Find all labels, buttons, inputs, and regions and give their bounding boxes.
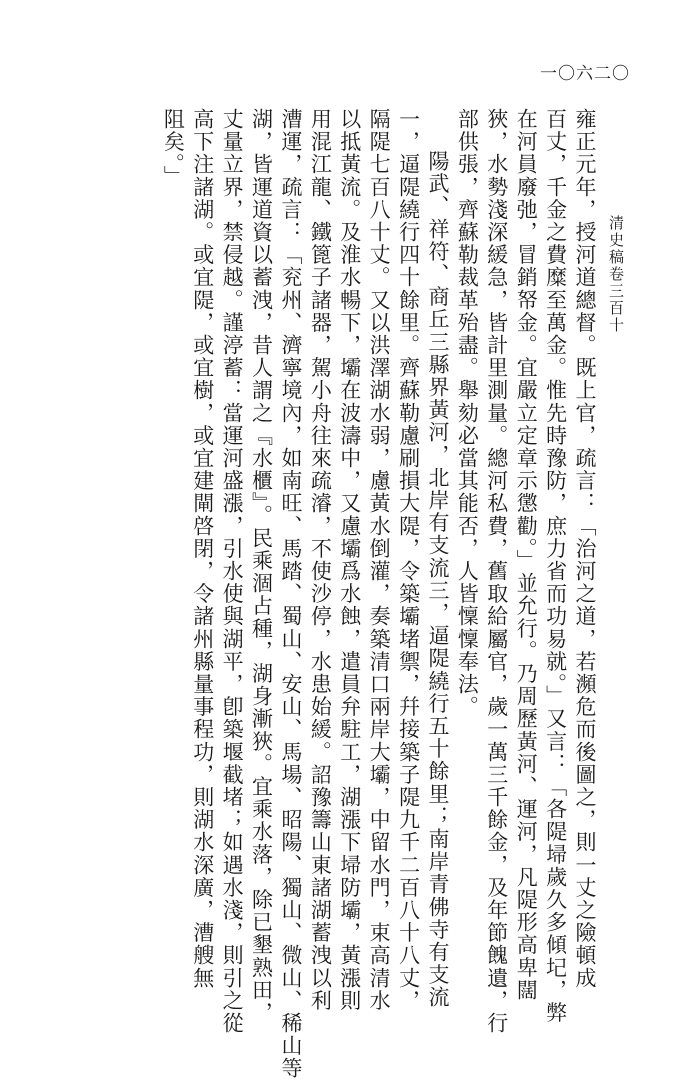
body-text-block [158, 108, 599, 1080]
text-column: 狹，水勢淺深緩急，皆計里測量。總河私費，舊取給屬官，歲一萬三千餘金，及年節餽遺，行 [484, 108, 509, 1035]
text-column: 丈量立界，禁侵越。謹渟蓄：當運河盛漲，引水使與湖平，卽築堰截堵；如遇水淺，則引之從 [220, 108, 245, 1035]
text-column: 漕運，疏言：「兖州、濟寧境內，如南旺、馬踏、蜀山、安山、馬場、昭陽、獨山、微山、稀山等 [278, 108, 303, 1080]
text-column: 陽武、祥符、商丘三縣界黃河，北岸有支流三，逼隄繞行五十餘里；南岸青佛寺有支流 [425, 150, 450, 1009]
text-column: 部供張，齊蘇勒裁革殆盡。舉劾必當其能否，人皆懍懍奉法。 [455, 108, 480, 719]
page-number: 一〇六二〇 [540, 64, 630, 84]
text-column: 在河員廢弛，冒銷帑金。宜嚴立定章示懲勸。」並允行。乃周歷黃河、運河，凡隄形高卑闊 [514, 108, 539, 1002]
text-column: 湖，皆運道資以蓄洩，昔人謂之『水櫃』。民乘涸占種，湖身漸狹。宜乘水落，除已墾熟田， [249, 108, 274, 1025]
text-column: 高下注諸湖。或宜隄，或宜樹，或宜建閘啓閉，令諸州縣量事程功，則湖水深廣，漕艘無 [190, 108, 215, 990]
text-column: 一，逼隄繞行四十餘里。齊蘇勒慮刷損大隄，令築壩堵禦，幷接築子隄九千二百八十八丈， [396, 108, 421, 1012]
text-column: 以抵黃流。及淮水暢下，壩在波濤中，又慮壩爲水蝕，遣員弁駐工，湖漲下埽防壩，黃漲則 [337, 108, 362, 1012]
running-head-book-title: 清史稿卷三百十 [607, 215, 625, 334]
text-column: 用混江龍、鐵篦子諸器，駕小舟往來疏濬，不使沙停，水患始緩。詔豫籌山東諸湖蓄洩以利 [308, 108, 333, 1012]
text-column: 百丈，千金之費糜至萬金。惟先時豫防，庶力省而功易就。」又言：「各隄埽歲久多傾圮，弊 [543, 108, 568, 1025]
text-column: 隔隄七百八十丈。又以洪澤湖水弱，慮黃水倒灌，奏築清口兩岸大壩，中留水門，束高清水 [367, 108, 392, 1012]
text-column: 雍正元年，授河道總督。既上官，疏言：「治河之道，若瀕危而後圖之，則一丈之險頓成 [573, 108, 597, 990]
text-column: 阻矣。」 [161, 108, 186, 188]
